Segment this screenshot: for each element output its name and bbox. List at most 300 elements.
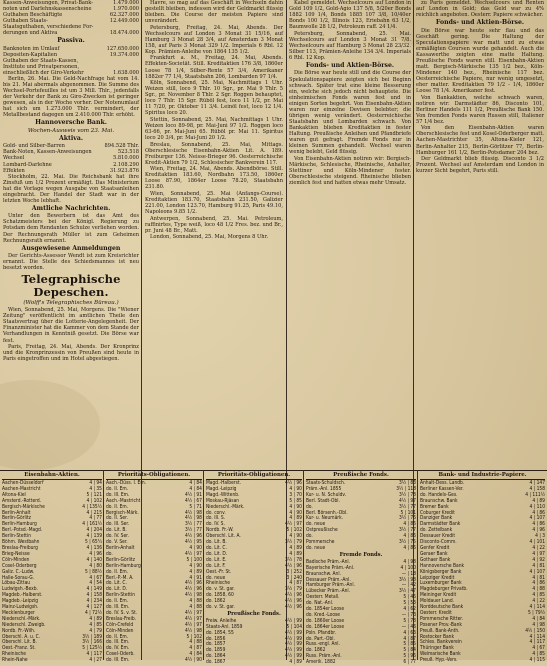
security-name: do. Zettelbank <box>420 527 453 534</box>
row-value: 127.650.000 <box>106 45 139 52</box>
security-name: do. <box>106 550 113 557</box>
security-quote: 4½ | 99 <box>285 647 302 654</box>
security-quote: 4 | 90 <box>189 562 202 569</box>
article-paragraph: Von Eisenbahn-Aktien notiren wir: Bergisch-Märkische, Schlesische, Rheinische, Anhalter, Stettiner und Köln-Mindener fester. Oberschlesische steigend. Rheinische blieben ziemlich fest und hatten etwas mehr Umsatz. <box>289 155 411 186</box>
security-name: Mainz-Ludwigsh. <box>2 604 39 611</box>
security-name: Dessauer Präm.-Anl. <box>306 576 351 583</box>
row-value: 1.638.000 <box>113 69 139 76</box>
security-quote: 3½ | 77 <box>399 527 416 534</box>
security-quote: 4 | 72½ <box>85 609 102 616</box>
security-quote: 6 | 77 <box>403 659 416 666</box>
security-quote: 4 | 149 <box>86 586 102 593</box>
security-name: do. IV. S. <box>206 521 225 528</box>
security-name: Oest.-Franz. St. <box>2 645 36 652</box>
security-quote: 4 | 84 <box>532 615 545 622</box>
security-quote: 4 | 87 <box>189 645 202 652</box>
security-quote: 4 | 86 <box>403 521 416 528</box>
security-quote: 5 | 84 <box>403 647 416 654</box>
security-name: do. IV. Ser. <box>106 533 129 540</box>
security-quote: 4½ | 98 <box>185 627 202 634</box>
security-quote: 4 | 115 <box>529 657 545 664</box>
security-quote: 5 | 96 <box>403 653 416 660</box>
row-label: Lombard-Darlehne <box>3 161 52 168</box>
security-name: do. II. Em. <box>106 503 129 510</box>
security-quote: 4 | 88 <box>189 598 202 605</box>
security-quote: 4 | 3 <box>535 533 545 540</box>
table-prioritaets-obligationen-2 <box>206 472 302 666</box>
security-name: do. IV. S. v. St. <box>106 609 138 616</box>
telegraph-subheadline: (Wolff's Telegraphisches Büreau.) <box>23 300 119 307</box>
security-name: do. Kred.-Loose <box>306 611 341 618</box>
security-name: Amerik. 1882 <box>306 659 336 666</box>
security-quote: 5 | 65¼ <box>85 539 102 546</box>
security-quote: 4 | 89 <box>289 515 302 522</box>
security-name: do. II. Em. <box>106 633 129 640</box>
security-name: Lübecker Präm.-Anl. <box>306 588 351 595</box>
security-quote: 4 | 35 <box>89 485 102 492</box>
table-rows <box>306 560 416 666</box>
security-quote: 4½ | 99 <box>285 653 302 660</box>
row-label: Guthaben Beschäftigte <box>3 12 63 19</box>
security-quote: 4 | 89 <box>289 544 302 551</box>
security-name: Moldauer Land. <box>420 598 455 605</box>
security-name: Oberschl. Lit. A. <box>206 533 241 540</box>
security-name: Cosel-Oderberg <box>2 562 37 569</box>
security-quote: 4 | 158 <box>529 485 545 492</box>
security-name: do. Nat.-Anl. <box>306 600 334 607</box>
article-paragraph: Der Gerichts-Assessor Wendt ist zum Kreisrichter ernannt. Die Stelle des Schiedsmannes ist neu besetzt worden. <box>3 253 139 272</box>
row-value: 19.374.000 <box>109 51 139 58</box>
security-quote: 3 | 70 <box>289 491 302 498</box>
security-name: Rostocker Bank <box>420 633 454 640</box>
security-name: Braunschw. Anl. <box>306 570 341 577</box>
security-quote: 4 | 117 <box>86 651 102 658</box>
security-name: Anhalt-Dess. Landb. <box>420 480 465 486</box>
security-name: do. II. Em. <box>106 485 129 492</box>
security-name: Berl.-Potsd.-Magd. <box>2 527 43 534</box>
security-quote: 4½ | 96 <box>185 580 202 587</box>
telegraph-headline: Telegraphische Depeschen. <box>21 272 121 300</box>
security-quote: — | 42 <box>401 582 416 589</box>
security-quote: 4 | 107 <box>529 568 545 575</box>
security-name: do. 1864er Loose <box>306 623 345 630</box>
security-quote: 4 | 86 <box>403 533 416 540</box>
table-section-heading: Fremde Fonds. <box>339 551 383 558</box>
security-name: Berlin-Görlitz <box>106 556 135 563</box>
security-name: do. 1854er Loose <box>306 606 345 613</box>
security-name: do. 1864 <box>206 653 226 660</box>
security-quote: 4 | 86 <box>532 580 545 587</box>
table-row <box>306 660 416 666</box>
security-name: do. 1857 <box>206 641 226 648</box>
row-label: Bank-Noten, Kassen-Anweisungen <box>3 149 92 156</box>
passiva-heading: Passiva. <box>57 37 85 45</box>
security-name: do. Lit. B. <box>206 539 227 546</box>
row-label: Guthaben Staats- <box>3 18 48 25</box>
security-quote: 4 | 98 <box>532 621 545 628</box>
security-name: Disconto-Comm. <box>420 539 457 546</box>
security-quote: 3½ | 47 <box>399 588 416 595</box>
security-name: Magd.-Leipzig <box>206 485 237 492</box>
security-quote: 3½ | 76 <box>399 515 416 522</box>
security-quote: 4 | 86 <box>532 509 545 516</box>
security-name: Cöln-Minden <box>2 556 30 563</box>
security-quote: 4 | 84 <box>189 480 202 486</box>
article-paragraph: London, Sonnabend, 25. Mai, Morgens 8 Uhr. <box>150 234 269 241</box>
table-title: Prioritäts-Obligationen. <box>206 472 302 480</box>
security-name: do. neue <box>206 574 226 581</box>
security-quote: 4 | 90 <box>289 503 302 510</box>
security-name: Schles. Bankverein <box>420 639 462 646</box>
article-paragraph: Die Börse war heute sehr flau und das Geschäft gering. Die Haltung der Speculationspapiere war matt und zu etwas ermäßigten Coursen wurde gehandelt. Auch die Kassawerthe zeigten eine matte Haltung. Preußische Fonds waren still. Eisenbahn-Aktien matt. Bergisch-Märkische 135 1/2 bez., Köln-Mindener 140 bez., Rheinische 117 bez. Oesterreichische Papiere, nur wenig umgesetzt, eher matter. Kreditaktien 79 1/2 - 1/4, 1860er Loose 78 1/4. Amerikaner fest. <box>416 27 544 95</box>
security-name: do. III. Em. <box>106 639 130 646</box>
security-quote: 5 | 85 <box>289 497 302 504</box>
security-quote: 4 | 90 <box>289 485 302 492</box>
passiva-rows <box>3 46 139 76</box>
article-paragraph: Petersburg, Freitag, 24. Mai, Abends. Der Wechselcours auf London 3 Monat 31 15/16, auf Hamburg 3 Monat 28 3/4, auf Amsterdam 3 Monat 158, auf Paris 3 Monat 329 1/2. Imperials 6 Rbl. 12 Kop. Prämien-Anleihe von 1864 135 1/2. <box>145 24 283 55</box>
security-name: do. v. St. gar. <box>206 604 235 611</box>
security-name: do. Lit. F. <box>206 562 226 569</box>
security-quote: 4 | 63 <box>403 629 416 636</box>
security-quote: 4 | 89 <box>289 659 302 666</box>
security-quote: 4 | 86 <box>403 544 416 551</box>
row-label: einschließlich der Giro-Verkehr <box>3 69 84 76</box>
security-quote: 4 | 85 <box>89 621 102 628</box>
security-quote: 3½ | 77 <box>399 503 416 510</box>
article-paragraph: Unter den Bewerbern ist das Amt des Schatzmeisters bei der Königl. Regierung zu Potsdam dem Rendanten Schulze verliehen worden. Der Rechnungsrath Müller ist zum Geheimen Rechnungsrath ernannt. <box>3 213 139 244</box>
table-bank-industrie-papiere <box>420 472 545 664</box>
security-quote: 4 | 111½ <box>525 491 545 498</box>
security-quote: 4 | 136 <box>86 544 102 551</box>
security-name: Rheinische <box>2 651 26 658</box>
security-quote: 4 | 100 <box>400 564 416 571</box>
security-name: Cöln-Minden <box>106 627 134 634</box>
table-rows <box>206 619 302 666</box>
security-quote: 3 | 252 <box>286 568 302 575</box>
security-quote: 5 | 71 <box>189 503 202 510</box>
security-quote: 4½ | 96 <box>285 604 302 611</box>
security-quote: 4 | 22 <box>532 544 545 551</box>
security-quote: 4 | 86 <box>532 521 545 528</box>
security-quote: 4 | 90 <box>289 509 302 516</box>
security-name: Thüringer Bank <box>420 645 454 652</box>
security-quote: 3 | 240 <box>286 574 302 581</box>
aktiva-rows <box>3 143 139 173</box>
security-quote: 4 | 85 <box>532 651 545 658</box>
security-quote: 3½ | 79 <box>285 586 302 593</box>
security-name: do. 1862 <box>206 598 226 605</box>
security-quote: 5 | 46 <box>403 594 416 601</box>
table-row <box>206 660 302 666</box>
security-name: Aachen-Mastricht <box>2 485 41 492</box>
security-quote: 3½ | 83 <box>399 480 416 486</box>
security-name: Amsterd.-Rotterd. <box>2 497 42 504</box>
security-name: Aach.-Mastricht <box>106 497 141 504</box>
row-value: 894.528 Thlr. <box>104 143 139 150</box>
table-row <box>306 546 416 552</box>
row-label: Staatsguthaben, verschiedene For- <box>3 24 94 31</box>
security-quote: 3½ | 166 <box>82 639 102 646</box>
security-quote: 5 | 101 <box>400 509 416 516</box>
article-paragraph: zu Paris gemeldet. Wechselcours und Renten auf London in Gold; das Geld war zu 4% reichlich angeboten. Oesterr. Papiere schwächer. <box>416 0 544 19</box>
security-quote: 4 | 94 <box>89 480 102 486</box>
security-quote: — | 18 <box>401 570 416 577</box>
security-name: Berl.-P.-M. A. <box>106 574 134 581</box>
security-quote: 4 | 96 <box>89 550 102 557</box>
security-name: Nordb. Fr.-Wilh. <box>2 627 36 634</box>
table-rows <box>420 481 545 664</box>
security-quote: 4 | 127 <box>86 604 102 611</box>
security-quote: 4½ | 98 <box>185 509 202 516</box>
security-quote: 4½ | 67 <box>185 497 202 504</box>
security-name: do. 1862 <box>306 647 326 654</box>
security-name: Dessauer Kredit <box>420 533 456 540</box>
security-name: do. III. Ser. <box>106 521 130 528</box>
security-quote: 4½ | 96 <box>185 533 202 540</box>
security-name: Ostpreußische <box>306 527 338 534</box>
security-quote: 4 | 88 <box>189 604 202 611</box>
table-row <box>2 658 102 664</box>
security-name: Danziger Bank <box>420 515 453 522</box>
security-quote: 4 | 77 <box>89 515 102 522</box>
table-rows <box>2 481 102 664</box>
security-quote: 4 | 102 <box>86 497 102 504</box>
security-name: Berlin-Hamburg <box>2 521 37 528</box>
security-quote: 4½ | 97 <box>285 521 302 528</box>
security-quote: 4 | 89 <box>189 568 202 575</box>
row-value: 523.518 <box>117 149 139 156</box>
article-paragraph: Berlin, 26. Mai. Die Geld-Nachfrage hat vom 14. bis 21. Mai abermals abgenommen. Die Summe des Wechsel-Portefeuilles ist um 3 Mill. Thlr., jedenfalls der Verkehr der Bank zu Giro-Zwecken ist geringer gewesen, als in der Woche vorher. Der Notenumlauf hat sich um 1.273.000 Thlr. vermindert, der Metallbestand dagegen um 2.410.000 Thlr. erhöht. <box>3 76 139 119</box>
security-quote: 5 | 104 <box>286 623 302 630</box>
column-rule <box>417 470 418 660</box>
security-quote: 4½ | 96 <box>285 592 302 599</box>
column-4 <box>416 0 544 468</box>
security-quote: 4 | 89 <box>289 550 302 557</box>
security-quote: 5 | 85 <box>403 641 416 648</box>
security-quote: 4 | 85 <box>532 592 545 599</box>
security-quote: 4 | 96 <box>532 527 545 534</box>
security-name: do. 1867 <box>206 659 226 666</box>
column-rule <box>203 470 204 660</box>
security-quote: 3½ | 77 <box>185 527 202 534</box>
security-name: Darmstädter Bank <box>420 521 461 528</box>
security-quote: 4 | 215 <box>86 509 102 516</box>
security-quote: 4 | 67 <box>532 645 545 652</box>
security-quote: 4½ | 97 <box>399 497 416 504</box>
security-quote: 4½ | 91 <box>185 491 202 498</box>
security-quote: 4½ | 97 <box>185 550 202 557</box>
security-name: do. conv. <box>206 509 226 516</box>
section-heading: Fonds- und Aktien-Börse. <box>435 19 525 27</box>
security-name: Oest.-Fr. St. <box>206 568 232 575</box>
security-quote: 4 | 87 <box>289 580 302 587</box>
security-name: Oesterr. Kredit <box>420 609 452 616</box>
security-name: Berlin-Anhalt <box>2 509 31 516</box>
security-name: Leipziger Kredit <box>420 574 455 581</box>
security-name: do. neue <box>306 544 326 551</box>
security-quote: 4 | 117 <box>529 639 545 646</box>
security-quote: 4½ | 97 <box>185 621 202 628</box>
security-quote: 4 | 90 <box>189 544 202 551</box>
security-quote: — | 73 <box>401 611 416 618</box>
security-name: Bremer Bank <box>420 503 449 510</box>
table-rows <box>106 481 202 664</box>
article-paragraph: Frankfurt a. M., Freitag, 24. Mai, Abends. Effekten-Societät. Still. Kreditaktien 176 3/8, 1860er Loose 78 1/4, Silber-Rente 57 3/4, Amerikaner 1882er 77 1/4, Staatsbahn 206, Lombarden 97 1/4. <box>145 55 283 80</box>
table-eisenbahn-aktien <box>2 472 102 664</box>
row-label: derungen und Aktiva <box>3 30 58 37</box>
security-quote: 4 | 89 <box>532 497 545 504</box>
security-name: do. III. Em. <box>106 604 130 611</box>
security-name: Rhein-Nahe <box>2 657 28 664</box>
security-quote: 4 | 234 <box>86 598 102 605</box>
security-name: Genfer Kredit <box>420 544 450 551</box>
security-name: Berlin-Anhalt <box>106 544 135 551</box>
security-name: do. Lit. B. <box>106 527 127 534</box>
security-quote: 3½ | 98 <box>399 576 416 583</box>
row-label: Depositen-Kapitalien <box>3 51 58 58</box>
column-rule <box>303 470 304 660</box>
security-quote: 4 | 114 <box>529 604 545 611</box>
security-quote: 4½ | 96 <box>285 480 302 486</box>
security-quote: 4½ | 96 <box>285 598 302 605</box>
table-title: Prioritäts-Obligationen. <box>106 472 202 480</box>
security-name: Magdeb.-Halberst. <box>2 592 43 599</box>
row-label: noten und Darlehnskassenscheine <box>3 6 92 13</box>
security-name: Freiw. Anleihe <box>206 617 237 624</box>
security-name: Preuß. Hyp.-Vers. <box>420 657 458 664</box>
table-row <box>106 658 202 664</box>
row-value: 1.479.000 <box>113 0 139 6</box>
security-quote: 4 | 89 <box>89 615 102 622</box>
security-name: Berl. Börsenh.-Obl. <box>306 509 348 516</box>
article-paragraph: Stettin, Sonnabend, 25. Mai, Nachmittags 1 Uhr. Weizen loco 89-98, pr. Mai-Juni 97 1/2. Roggen loco 63-66, pr. Mai-Juni 65. Rüböl pr. Mai 11. Spiritus loco 20 3/4, pr. Mai-Juni 20 1/2. <box>145 116 283 142</box>
security-quote: 5 | 121 <box>86 491 102 498</box>
security-quote: 4 | 88 <box>189 639 202 646</box>
article-paragraph: Petersburg, Sonnabend, 25. Mai. Wechselcours auf London 3 Monat 31 7/8. Wechselcours auf Hamburg 3 Monat 28 23/32. Silber 113, Prämien-Anleihe 134 3/4. Imperials 6 Rbl. 12 Kop. <box>289 30 411 61</box>
security-name: Präm.-Anl. 1855 <box>306 485 342 492</box>
security-quote: 3½ | 77 <box>185 521 202 528</box>
security-name: Pommersche <box>306 539 335 546</box>
security-name: Niederschl.-Märk. <box>2 615 41 622</box>
security-name: Cosel-Oderb. <box>106 651 135 658</box>
security-quote: 4 | 147 <box>529 480 545 486</box>
security-quote: 4 | 84 <box>189 651 202 658</box>
security-quote: 4 | 81 <box>532 562 545 569</box>
security-name: Berliner Kassen-Ver. <box>420 485 464 492</box>
security-name: Pommersche Ritter. <box>420 615 464 622</box>
row-label: Guthaben der Staats-Kassen, <box>3 57 79 64</box>
security-quote: 3½ | 79 <box>285 539 302 546</box>
security-name: do. III. Em. <box>106 657 130 664</box>
security-quote: 4½ | 96 <box>185 586 202 593</box>
security-name: do. <box>306 503 313 510</box>
security-quote: 4½ | 90 <box>185 657 202 664</box>
article-paragraph: Paris, Freitag, 24. Mai, Abends. Der Kronprinz und die Kronprinzessin von Preußen sind heute in Paris eingetroffen und im Hotel abgestiegen. <box>3 344 139 363</box>
security-name: Nordb. Fr.-W. <box>206 527 234 534</box>
row-value: 18.474.000 <box>109 30 139 37</box>
row-value: 12.449.000 <box>109 18 139 25</box>
security-quote: 5 | 102 <box>286 527 302 534</box>
column-rule <box>103 470 104 660</box>
security-name: Staats-Anl. 1859 <box>206 623 243 630</box>
security-name: do. Part.-Obl. <box>306 635 335 642</box>
aktiva-heading: Aktiva. <box>58 134 84 142</box>
security-quote: 4 | 161½ <box>82 521 102 528</box>
security-name: Böhm. Westbahn <box>2 539 40 546</box>
security-name: Breslau-Freiburg <box>2 544 38 551</box>
security-name: do. II. Em. <box>106 598 129 605</box>
security-name: Magdeb.-Leipzig <box>2 598 38 605</box>
security-quote: 4½ | 98 <box>185 515 202 522</box>
security-quote: 3½ | 189 <box>82 633 102 640</box>
security-quote: 4½ | 98 <box>185 592 202 599</box>
security-name: do. Lit. D. <box>206 550 228 557</box>
security-quote: 4 | 98 <box>403 558 416 565</box>
security-name: Norddeutsche Bank <box>420 604 464 611</box>
security-name: do. 1854, 55 <box>206 629 234 636</box>
security-name: Poln. Pfandbr. <box>306 629 337 636</box>
security-name: Galiz. C.-Ludw. <box>2 568 35 575</box>
security-name: Oesterr. Metall. <box>306 594 340 601</box>
security-quote: 3½ | 78 <box>399 491 416 498</box>
security-quote: 4 | 87 <box>403 635 416 642</box>
security-name: Magd.-Halberst. <box>206 480 242 486</box>
security-quote: 5 | 102 <box>186 633 202 640</box>
row-label: Effekten <box>3 167 25 174</box>
security-name: Meininger Kredit <box>420 592 457 599</box>
security-name: Rheinische <box>206 580 230 587</box>
table-prioritaets-obligationen-1 <box>106 472 202 664</box>
security-quote: 3½ | 118 <box>396 485 416 492</box>
security-quote: 4 | 158 <box>86 592 102 599</box>
security-name: do. 1859 <box>206 647 226 654</box>
security-quote: 4 | 135½ <box>82 503 102 510</box>
security-name: Magd.-Wittenb. <box>206 491 240 498</box>
article-paragraph: Köln, Sonnabend, 25. Mai, Nachmittags 1 Uhr. Weizen still, loco 9 Thlr. 10 Sgr., pr. Mai 9 Thlr. 5 Sgr., pr. November 8 Thlr. 2 Sgr. Roggen behauptet, loco 7 Thlr. 15 Sgr. Rüböl fest, loco 11 1/2, pr. Mai 11 7/20, pr. Oktober 11 3/4. Leinöl fest, loco 12 1/4. Spiritus loco 20. <box>145 80 283 117</box>
row-value: 62.327.000 <box>109 12 139 19</box>
security-name: do. Lit. C. <box>106 580 127 587</box>
security-name: Staats-Schuldsch. <box>306 480 346 486</box>
section-subheading: Wochen-Ausweis vom 23. Mai. <box>27 127 115 134</box>
table-rows <box>306 481 416 552</box>
security-name: Badische Präm.-Anl. <box>306 558 350 565</box>
article-paragraph: Wien, Freitag, 24. Mai, Abends. Abendbörse. Still. Kreditaktien 183.60, Nordbahn 173.50, 1860er Loose 87.90, 1864er Loose 78.20, Staatsbahn 231.80. <box>145 166 283 191</box>
security-name: Berlin-Stettin <box>106 592 136 599</box>
security-quote: 4½ | 150 <box>525 627 545 634</box>
security-name: Berlin-Hamburg <box>106 562 141 569</box>
column-2 <box>145 0 283 468</box>
security-quote: 4½ | 97 <box>185 615 202 622</box>
row-label: Institute und Privatpersonen, <box>3 63 80 70</box>
security-name: Preuß. Bank-Anth. <box>420 627 460 634</box>
security-name: Coburger Kredit <box>420 509 455 516</box>
security-name: Kur- u. N. Schuldv. <box>306 491 347 498</box>
security-name: Bayerische Präm.-Anl. <box>306 564 355 571</box>
security-quote: 5 | 100 <box>186 556 202 563</box>
table-top-rule <box>0 470 547 471</box>
security-quote: 4 | 97 <box>532 550 545 557</box>
article-paragraph: Von den Eisenbahn-Aktien waren Oberschlesische fest und Kosel-Oderberger matt. Aachen-Mastrichter 35, Altona-Kieler 121, Berlin-Anhalter 215, Berlin-Görlitzer 77, Berlin-Hamburger 161 1/2, Berlin-Potsdamer 204 bez. <box>416 125 544 156</box>
security-name: Königsberger Bank <box>420 568 462 575</box>
security-name: Bergisch-Märk. <box>106 509 139 516</box>
article-paragraph: Wien, Sonnabend, 25. Mai, Morgens. Die "Wiener Zeitung" veröffentlicht im amtlichen Theile den Staatsvertrag über die Lotterie-Angelegenheit. Der Finanzminister hat die Kammer von dem Stande der Verhandlungen in Kenntniß gesetzt. Die Börse war fest. <box>3 307 139 344</box>
security-name: Brieg-Neisse <box>2 550 30 557</box>
security-quote: 4 | 79 <box>89 627 102 634</box>
security-name: Kur- u. Neumärk. <box>306 515 344 522</box>
table-title: Bank- und Industrie-Papiere. <box>420 472 545 480</box>
security-quote: 4 | 84 <box>189 485 202 492</box>
security-name: do. II. Ser. <box>106 515 128 522</box>
